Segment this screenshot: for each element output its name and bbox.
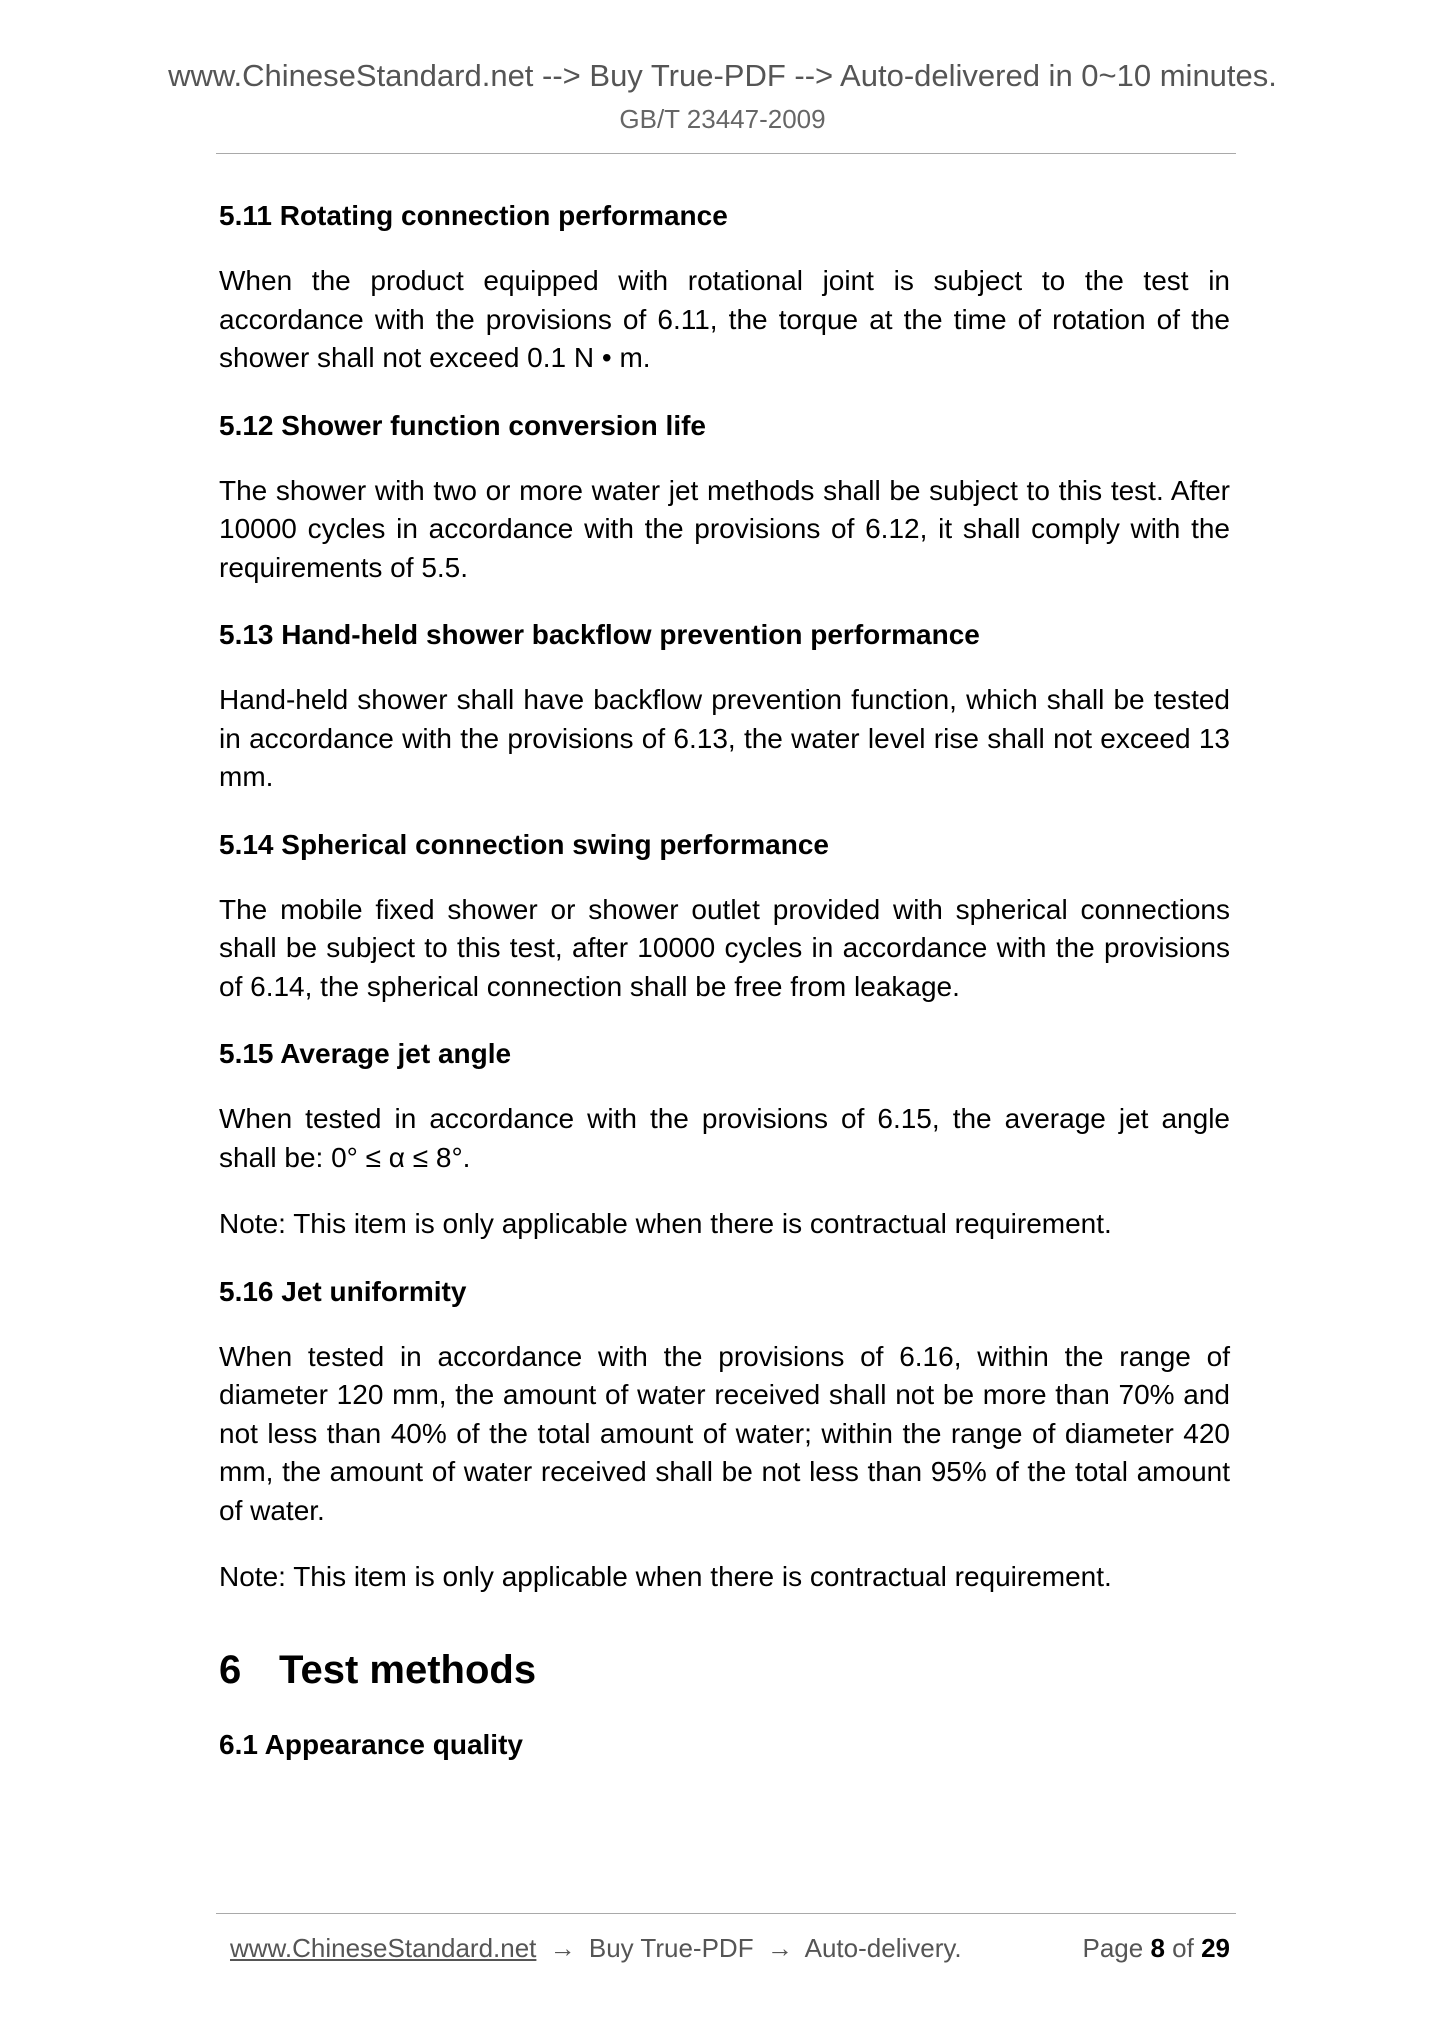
section-6-1-heading: 6.1 Appearance quality xyxy=(219,1728,523,1760)
section-5-11-heading: 5.11 Rotating connection performance xyxy=(219,200,728,231)
section-5-16-note: Note: This item is only applicable when there is contractual requirement. xyxy=(219,1561,1112,1592)
section-5-15-body: When tested in accordance with the provisions of 6.15, the average jet angle shall be: 0° ≤ α ≤ 8°. xyxy=(219,1103,1230,1173)
page-current: 8 xyxy=(1150,1933,1165,1963)
section-5-15-note: Note: This item is only applicable when there is contractual requirement. xyxy=(219,1208,1112,1239)
chapter-title: Test methods xyxy=(279,1647,537,1692)
section-5-14-heading: 5.14 Spherical connection swing performance xyxy=(219,828,829,860)
arrow-right-icon: → xyxy=(766,1933,793,1963)
auto-delivery-text: Auto-delivery. xyxy=(804,1933,962,1963)
website-link[interactable]: www.ChineseStandard.net xyxy=(230,1933,537,1963)
chapter-6-heading xyxy=(219,1645,1230,1695)
page-number xyxy=(1082,1933,1230,1964)
section-5-12-body: The shower with two or more water jet methods shall be subject to this test. After 10000 cycles in accordance with the provisions of 6.12, it shall comply with the requirements of 5.5. xyxy=(219,474,1230,583)
page-label: Page xyxy=(1082,1933,1144,1963)
section-5-11-body: When the product equipped with rotational joint is subject to the test in accordance with the provisions of 6.11, the torque at the time of rotation of the shower shall not exceed 0.1 N • m. xyxy=(219,265,1230,373)
section-5-15-heading: 5.15 Average jet angle xyxy=(219,1038,512,1069)
header-banner: www.ChineseStandard.net --> Buy True-PDF --> Auto-delivered in 0~10 minutes. xyxy=(168,58,1277,93)
footer-links xyxy=(230,1933,962,1964)
footer-divider xyxy=(216,1913,1236,1914)
buy-pdf-text: Buy True-PDF xyxy=(588,1933,754,1963)
section-5-16-heading: 5.16 Jet uniformity xyxy=(219,1275,467,1307)
document-body xyxy=(219,196,1230,1791)
page-of: of xyxy=(1172,1933,1194,1963)
section-5-14-body: The mobile fixed shower or shower outlet provided with spherical connections shall be subject to this test, after 10000 cycles in accordance with the provisions of 6.14, the spherical connection shall be free from leakage. xyxy=(219,893,1230,1002)
section-5-13-heading: 5.13 Hand-held shower backflow prevention performance xyxy=(219,619,980,650)
page-footer xyxy=(230,1933,1230,1973)
arrow-right-icon: → xyxy=(549,1933,576,1963)
section-5-12-heading: 5.12 Shower function conversion life xyxy=(219,409,706,441)
section-5-16-body: When tested in accordance with the provisions of 6.16, within the range of diameter 120 mm, the amount of water received shall not be more than 70% and not less than 40% of the total amount of water; within the range of diameter 420 mm, the amount of water received shall be not less than 95% of the total amount of water. xyxy=(219,1340,1230,1526)
header-divider xyxy=(216,153,1236,154)
section-5-13-body: Hand-held shower shall have backflow prevention function, which shall be tested in accordance with the provisions of 6.13, the water level rise shall not exceed 13 mm. xyxy=(219,684,1230,792)
chapter-number: 6 xyxy=(219,1647,242,1692)
page-total: 29 xyxy=(1201,1933,1230,1963)
document-code: GB/T 23447-2009 xyxy=(619,104,826,134)
